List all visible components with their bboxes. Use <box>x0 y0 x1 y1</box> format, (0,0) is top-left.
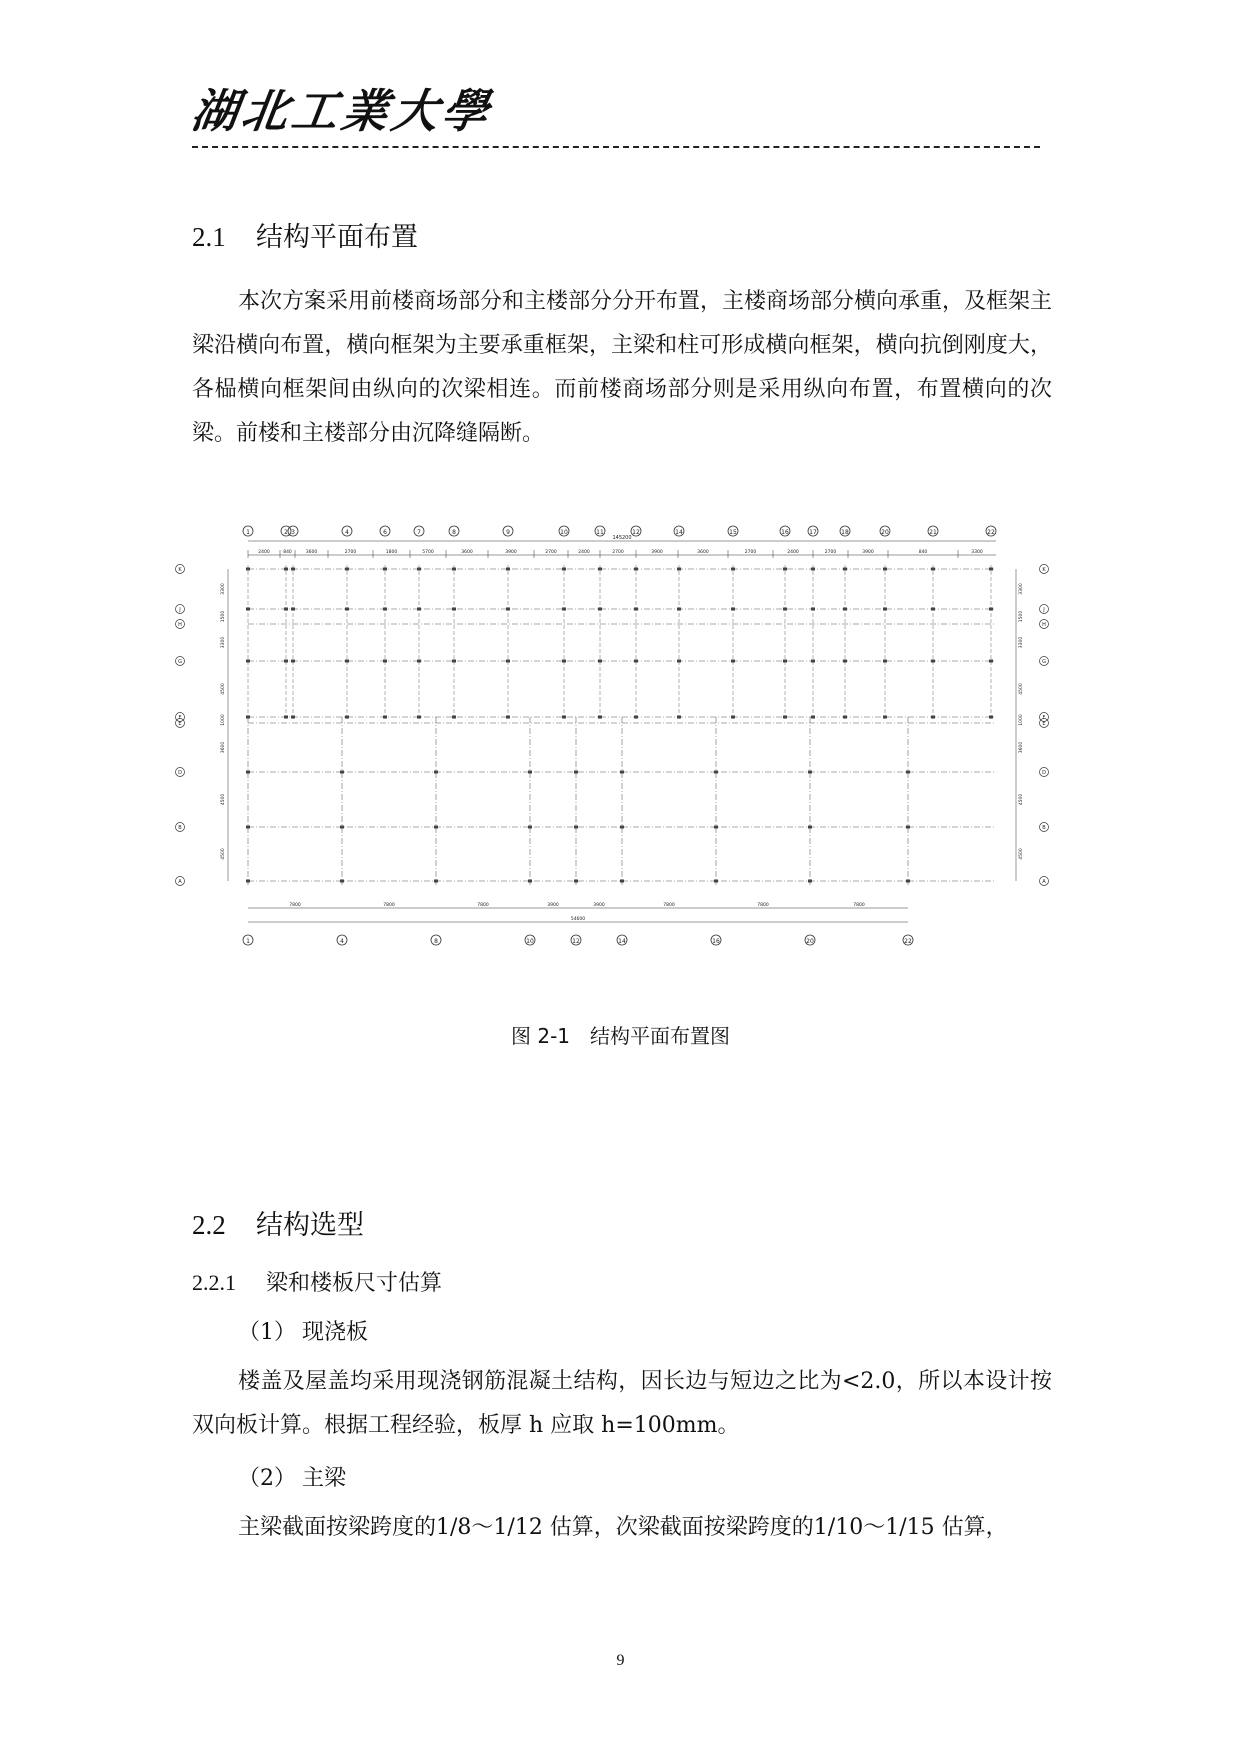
column-mark <box>731 568 735 571</box>
dimension-value: 7800 <box>383 903 395 908</box>
column-mark <box>634 660 638 663</box>
axis-label: 4 <box>345 529 349 536</box>
axis-label: 21 <box>929 529 937 536</box>
dimension-value: 4500 <box>1019 848 1024 860</box>
column-mark <box>383 660 387 663</box>
column-mark <box>574 771 578 774</box>
column-mark <box>417 568 421 571</box>
dimension-total: 54600 <box>570 917 586 922</box>
column-mark <box>246 771 250 774</box>
list-marker: （2） <box>238 1466 296 1491</box>
column-mark <box>452 660 456 663</box>
dimension-value: 3600 <box>1019 741 1024 754</box>
column-mark <box>340 771 344 774</box>
column-mark <box>677 716 681 719</box>
axis-label: 11 <box>596 529 604 536</box>
axis-label: B <box>178 825 182 831</box>
axis-label: K <box>1042 567 1046 573</box>
axis-label: 8 <box>434 938 438 945</box>
section-title: 结构平面布置 <box>256 222 418 253</box>
column-mark <box>246 880 250 883</box>
column-mark <box>714 826 718 829</box>
column-mark <box>598 608 602 611</box>
beam-paragraph: 主梁截面按梁跨度的1/8～1/12 估算，次梁截面按梁跨度的1/10～1/15 估算， <box>238 1515 1008 1540</box>
subsection-heading-2-2-1 <box>192 1268 442 1299</box>
axis-label: D <box>178 770 182 776</box>
column-mark <box>417 608 421 611</box>
list-item-main-beam <box>238 1464 346 1494</box>
column-mark <box>783 716 787 719</box>
axis-label: 3 <box>291 529 295 536</box>
dimension-value: 7800 <box>289 903 301 908</box>
column-mark <box>731 716 735 719</box>
axis-label: A <box>1042 879 1046 885</box>
column-mark <box>345 716 349 719</box>
dimension-value: 2400 <box>787 550 799 555</box>
axis-label: F <box>178 715 182 721</box>
dimension-value: 5700 <box>422 550 434 555</box>
column-mark <box>291 568 295 571</box>
dimension-value: 3900 <box>547 903 559 908</box>
axis-label: 14 <box>618 938 626 945</box>
column-mark <box>434 880 438 883</box>
axis-label: J <box>1043 607 1045 613</box>
dimension-value: 3300 <box>1019 583 1024 595</box>
list-marker: （1） <box>238 1320 296 1345</box>
column-mark <box>434 826 438 829</box>
dimension-value: 2700 <box>545 550 557 555</box>
axis-label: 20 <box>806 938 814 945</box>
column-mark <box>562 568 566 571</box>
section-title: 结构选型 <box>256 1210 364 1241</box>
axis-label: 9 <box>506 529 510 536</box>
column-mark <box>246 568 250 571</box>
column-mark <box>506 568 510 571</box>
dimension-value: 3900 <box>651 550 663 555</box>
column-mark <box>677 660 681 663</box>
axis-label: 17 <box>809 529 817 536</box>
axis-label: E <box>178 721 182 727</box>
axis-label: 8 <box>452 529 456 536</box>
column-mark <box>883 716 887 719</box>
dimension-value: 2400 <box>258 550 270 555</box>
column-mark <box>811 716 815 719</box>
axis-label: H <box>178 622 182 628</box>
section-2-1-paragraph: 本次方案采用前楼商场部分和主楼部分分开布置，主楼商场部分横向承重，及框架主梁沿横向布置，横向框架为主要承重框架，主梁和柱可形成横向框架，横向抗倒刚度大，各榀横向框架间由纵向的次梁相连。而前楼商场部分则是采用纵向布置，布置横向的次梁。前楼和主楼部分由沉降缝隔断。 <box>192 289 1053 446</box>
column-mark <box>783 568 787 571</box>
column-mark <box>598 568 602 571</box>
dimension-value: 4500 <box>1019 683 1024 695</box>
axis-label: 20 <box>881 529 889 536</box>
dimension-value: 3600 <box>221 741 226 754</box>
axis-label: 10 <box>526 938 534 945</box>
column-mark <box>506 608 510 611</box>
column-mark <box>808 771 812 774</box>
column-mark <box>284 608 288 611</box>
column-mark <box>562 608 566 611</box>
dimension-value: 1500 <box>221 610 226 623</box>
dimension-value: 3900 <box>593 903 605 908</box>
subsection-number: 2.2.1 <box>192 1270 236 1295</box>
column-mark <box>506 716 510 719</box>
axis-label: 7 <box>417 529 421 536</box>
column-mark <box>284 716 288 719</box>
axis-label: 15 <box>729 529 737 536</box>
header-rule <box>192 146 1040 148</box>
axis-label: 14 <box>675 529 683 536</box>
column-mark <box>883 660 887 663</box>
column-mark <box>562 660 566 663</box>
axis-label: 12 <box>632 529 640 536</box>
column-mark <box>528 826 532 829</box>
column-mark <box>452 568 456 571</box>
axis-label: 6 <box>383 529 387 536</box>
column-mark <box>291 716 295 719</box>
column-mark <box>634 608 638 611</box>
column-mark <box>906 880 910 883</box>
column-mark <box>931 660 935 663</box>
column-mark <box>677 608 681 611</box>
dimension-value: 1500 <box>1019 610 1024 623</box>
dimension-value: 1000 <box>1019 714 1024 726</box>
axis-label: G <box>1042 659 1046 665</box>
column-mark <box>620 880 624 883</box>
column-mark <box>811 608 815 611</box>
column-mark <box>620 771 624 774</box>
axis-label: 18 <box>841 529 849 536</box>
axis-label: 16 <box>781 529 789 536</box>
column-mark <box>383 568 387 571</box>
axis-label: 16 <box>712 938 720 945</box>
column-mark <box>291 608 295 611</box>
column-mark <box>808 880 812 883</box>
column-mark <box>345 568 349 571</box>
column-mark <box>931 716 935 719</box>
column-mark <box>843 716 847 719</box>
dimension-value: 3900 <box>862 550 874 555</box>
dimension-value: 3300 <box>221 583 226 595</box>
column-mark <box>246 716 250 719</box>
dimension-value: 4500 <box>1019 793 1024 806</box>
column-mark <box>883 568 887 571</box>
column-mark <box>843 568 847 571</box>
axis-label: 1 <box>246 529 250 536</box>
dimension-value: 3300 <box>971 550 983 555</box>
column-mark <box>931 568 935 571</box>
dimension-value: 4500 <box>221 793 226 806</box>
column-mark <box>284 568 288 571</box>
column-mark <box>528 880 532 883</box>
column-mark <box>843 608 847 611</box>
column-mark <box>731 608 735 611</box>
axis-label: 22 <box>987 529 995 536</box>
axis-label: 22 <box>904 938 912 945</box>
structural-plan-figure <box>178 520 1058 990</box>
column-mark <box>883 608 887 611</box>
column-mark <box>714 880 718 883</box>
axis-label: 1 <box>246 938 250 945</box>
list-item-cast-slab <box>238 1318 368 1348</box>
axis-label: 2 <box>284 529 288 536</box>
column-mark <box>989 660 993 663</box>
column-mark <box>731 660 735 663</box>
axis-label: A <box>178 879 182 885</box>
axis-label: J <box>179 607 181 613</box>
column-mark <box>634 716 638 719</box>
column-mark <box>989 568 993 571</box>
column-mark <box>383 716 387 719</box>
column-mark <box>811 568 815 571</box>
column-mark <box>383 608 387 611</box>
column-mark <box>506 660 510 663</box>
axis-label: D <box>1042 770 1046 776</box>
column-mark <box>284 660 288 663</box>
university-logo: 湖北工業大學 <box>188 84 496 138</box>
dimension-value: 1000 <box>221 714 226 726</box>
dimension-value: 3600 <box>305 550 318 555</box>
column-mark <box>291 660 295 663</box>
dimension-value: 1800 <box>385 550 398 555</box>
figure-caption: 图 2-1 结构平面布置图 <box>510 1024 731 1048</box>
dimension-value: 2700 <box>612 550 624 555</box>
column-mark <box>989 716 993 719</box>
column-mark <box>906 826 910 829</box>
axis-label: K <box>178 567 182 573</box>
column-mark <box>906 771 910 774</box>
column-mark <box>345 660 349 663</box>
list-label: 现浇板 <box>302 1320 369 1345</box>
column-mark <box>931 608 935 611</box>
axis-label: G <box>178 659 182 665</box>
page-number: 9 <box>616 1652 625 1669</box>
column-mark <box>677 568 681 571</box>
axis-label: 4 <box>340 938 344 945</box>
dimension-value: 7800 <box>477 903 489 908</box>
column-mark <box>417 716 421 719</box>
column-mark <box>340 826 344 829</box>
column-mark <box>714 771 718 774</box>
column-mark <box>811 660 815 663</box>
axis-label: B <box>1042 825 1046 831</box>
column-mark <box>989 608 993 611</box>
column-mark <box>783 660 787 663</box>
dimension-value: 2700 <box>824 550 837 555</box>
section-heading-2-1 <box>192 220 418 255</box>
axis-label: H <box>1042 622 1046 628</box>
dimension-value: 3900 <box>505 550 517 555</box>
dimension-value: 3600 <box>697 550 709 555</box>
dimension-value: 7800 <box>663 903 675 908</box>
column-mark <box>574 880 578 883</box>
subsection-title: 梁和楼板尺寸估算 <box>266 1271 443 1296</box>
column-mark <box>598 716 602 719</box>
column-mark <box>246 826 250 829</box>
dimension-value: 4500 <box>221 683 226 695</box>
dimension-value: 2700 <box>344 550 357 555</box>
section-number: 2.1 <box>192 222 226 252</box>
dimension-total: 145200 <box>612 535 632 541</box>
dimension-value: 2400 <box>578 550 590 555</box>
column-mark <box>598 660 602 663</box>
column-mark <box>574 826 578 829</box>
axis-label: E <box>1042 721 1046 727</box>
dimension-value: 840 <box>918 550 928 555</box>
list-label: 主梁 <box>302 1466 347 1491</box>
axis-label: F <box>1042 715 1046 721</box>
dimension-value: 7800 <box>757 903 769 908</box>
column-mark <box>246 608 250 611</box>
column-mark <box>783 608 787 611</box>
column-mark <box>340 880 344 883</box>
dimension-value: 7800 <box>853 903 865 908</box>
column-mark <box>452 716 456 719</box>
dimension-value: 840 <box>283 550 292 555</box>
dimension-value: 3300 <box>1019 636 1024 649</box>
dimension-value: 2700 <box>744 550 757 555</box>
dimension-value: 4500 <box>221 848 226 860</box>
column-mark <box>528 771 532 774</box>
column-mark <box>246 660 250 663</box>
section-number: 2.2 <box>192 1210 226 1240</box>
column-mark <box>417 660 421 663</box>
column-mark <box>345 608 349 611</box>
dimension-value: 3600 <box>461 550 473 555</box>
column-mark <box>434 771 438 774</box>
slab-paragraph: 楼盖及屋盖均采用现浇钢筋混凝土结构，因长边与短边之比为<2.0，所以本设计按双向板计算。根据工程经验，板厚 h 应取 h=100mm。 <box>192 1369 1052 1438</box>
column-mark <box>452 608 456 611</box>
dimension-value: 3300 <box>221 636 226 649</box>
column-mark <box>634 568 638 571</box>
column-mark <box>620 826 624 829</box>
section-heading-2-2 <box>192 1208 364 1243</box>
column-mark <box>562 716 566 719</box>
column-mark <box>843 660 847 663</box>
column-mark <box>808 826 812 829</box>
axis-label: 10 <box>560 529 568 536</box>
axis-label: 12 <box>572 938 580 945</box>
